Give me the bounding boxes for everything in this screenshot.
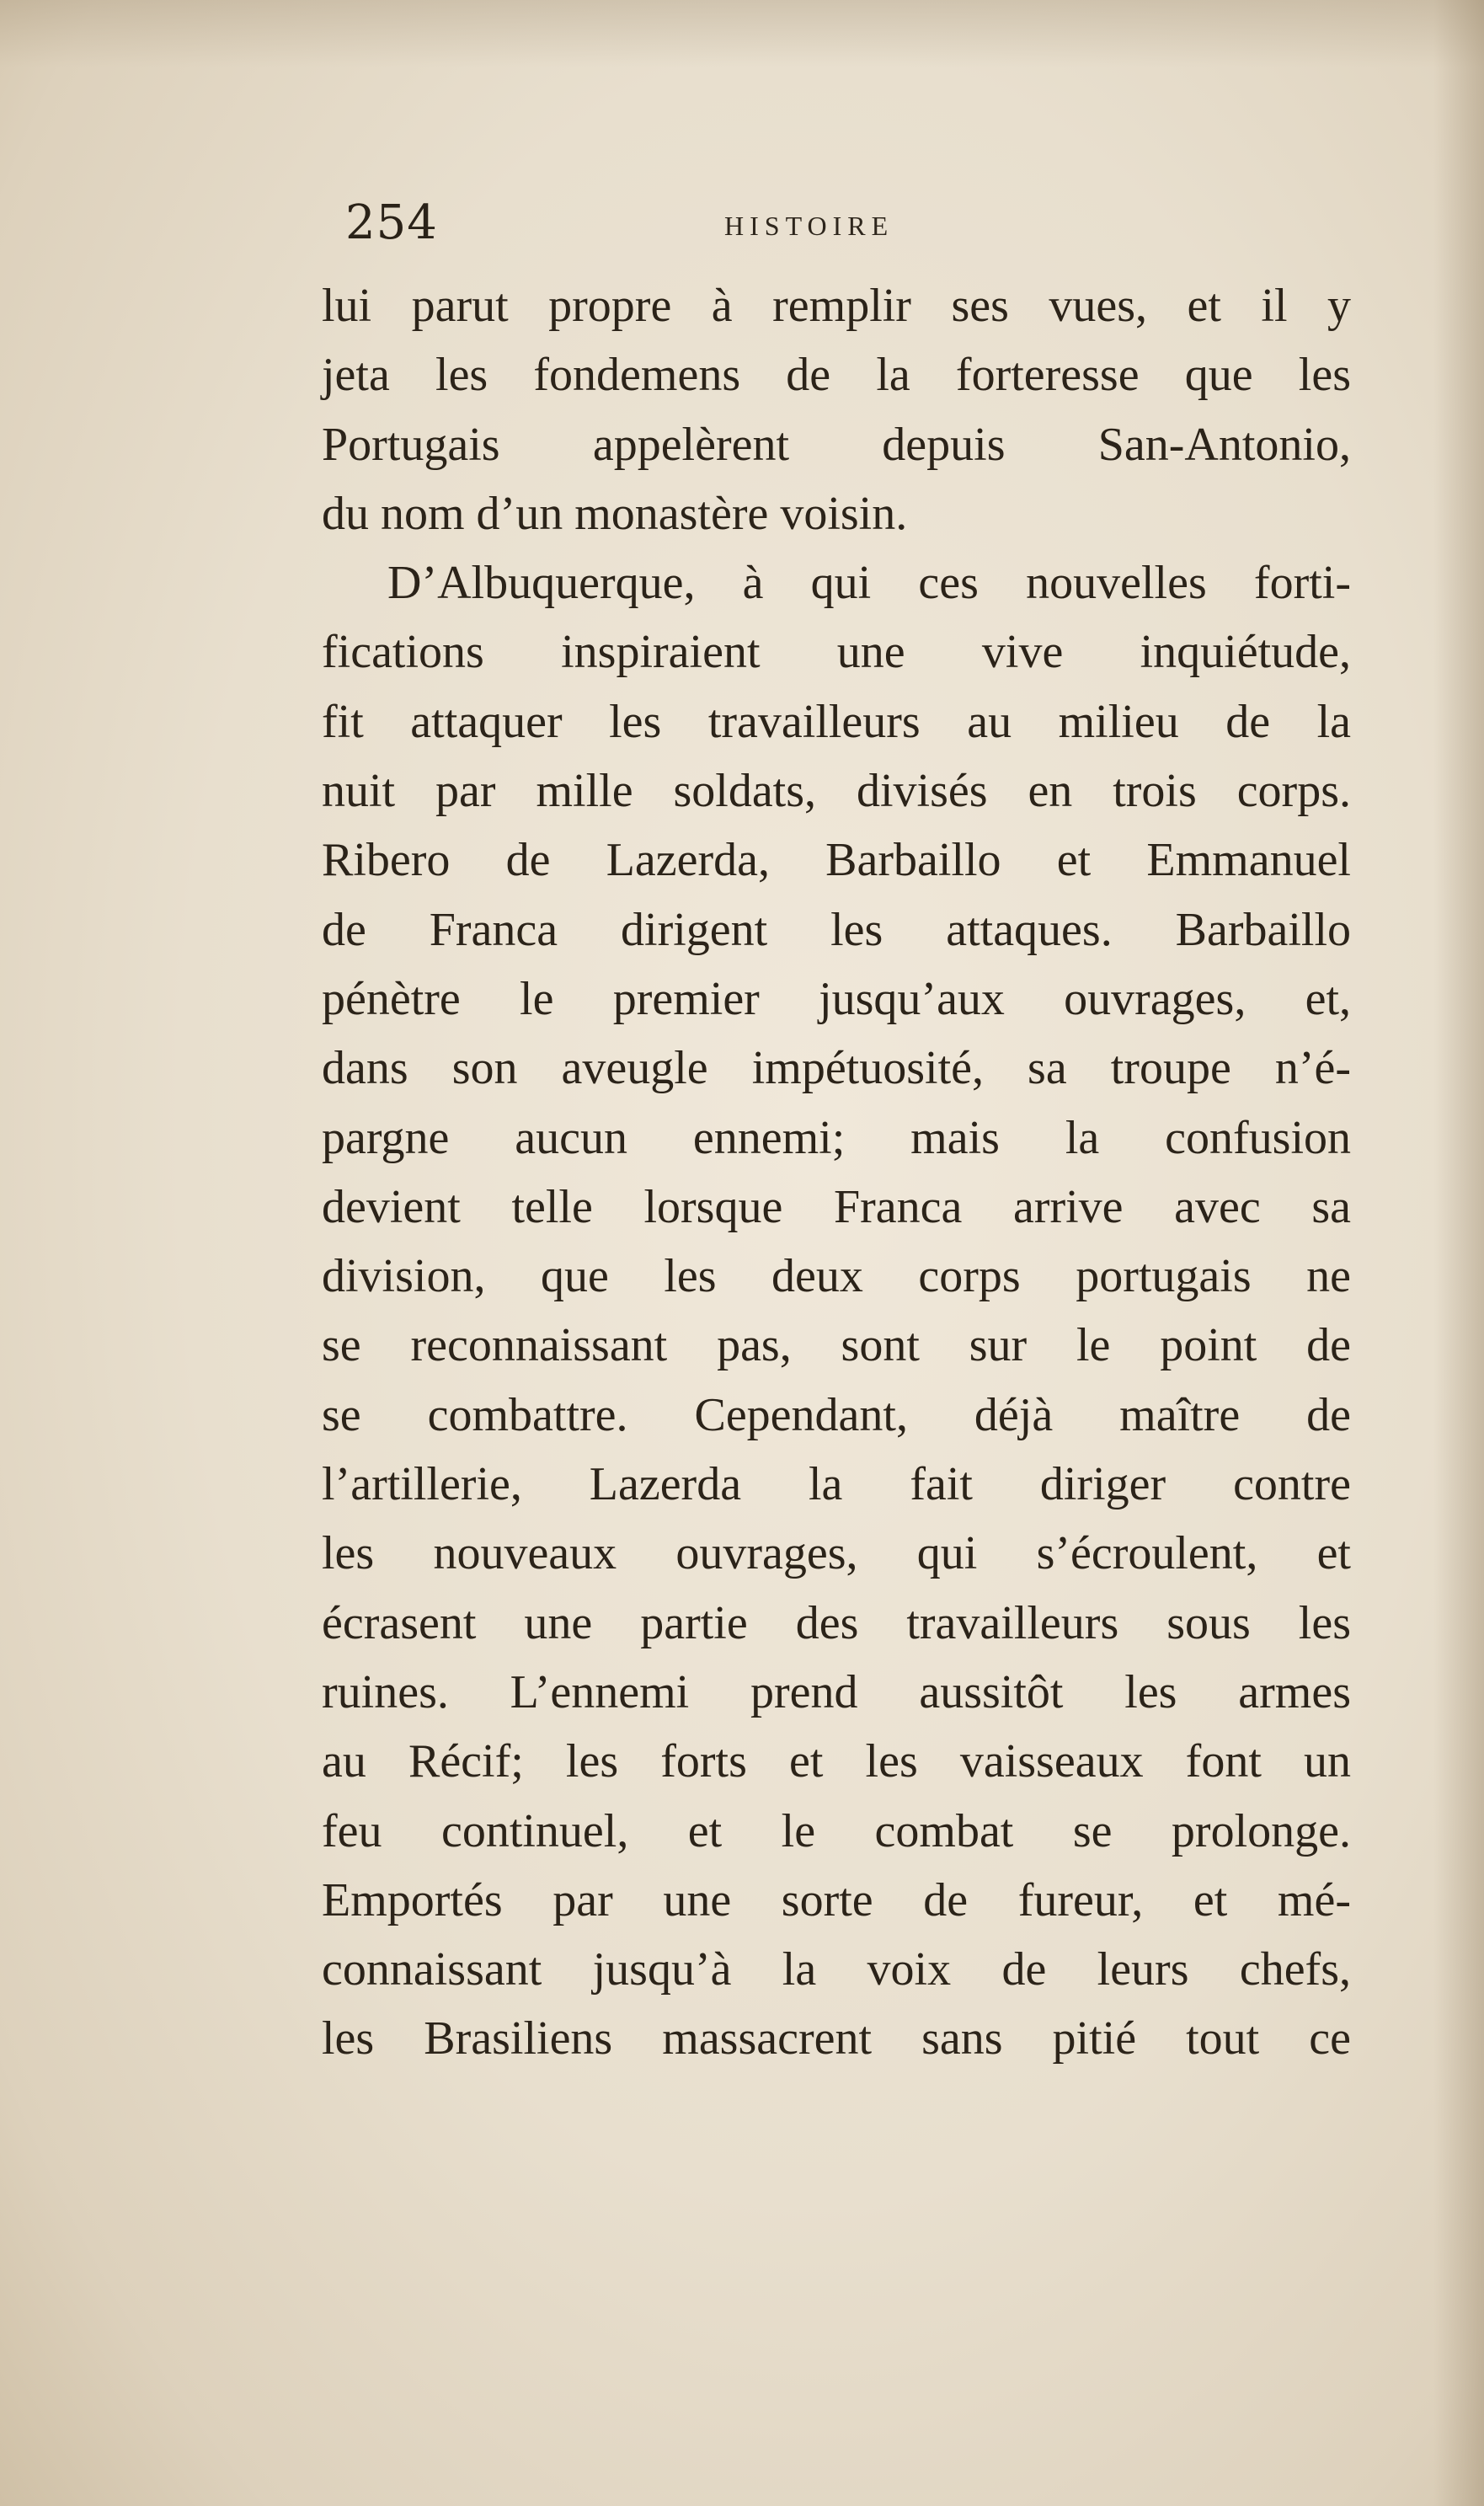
text-line: pargne aucun ennemi; mais la confusion [322, 1111, 1351, 1164]
running-head: HISTOIRE [724, 211, 894, 241]
text-line: jeta les fondemens de la forteresse que les [322, 349, 1351, 402]
text-line: les nouveaux ouvrages, qui s’écroulent, et [322, 1527, 1351, 1580]
text-line: Emportés par une sorte de fureur, et mé- [322, 1873, 1351, 1926]
text-line: écrasent une partie des travailleurs sous les [322, 1596, 1351, 1649]
text-line: dans son aveugle impétuosité, sa troupe n’é- [322, 1042, 1351, 1095]
text-line: les Brasiliens massacrent sans pitié tout ce [322, 2012, 1351, 2065]
text-line: Portugais appelèrent depuis San-Antonio, [322, 418, 1351, 471]
text-line: ruines. L’ennemi prend aussitôt les armes [322, 1665, 1351, 1718]
text-line: se combattre. Cependant, déjà maître de [322, 1388, 1351, 1441]
body-text [322, 271, 1351, 2074]
text-line: D’Albuquerque, à qui ces nouvelles forti- [387, 557, 1351, 610]
text-line: fications inspiraient une vive inquiétude, [322, 626, 1351, 679]
page-edge-shadow [1433, 0, 1484, 2506]
text-line: feu continuel, et le combat se prolonge. [322, 1804, 1351, 1857]
text-line: se reconnaissant pas, sont sur le point de [322, 1319, 1351, 1372]
text-line: lui parut propre à remplir ses vues, et il y [322, 280, 1351, 332]
text-line: fit attaquer les travailleurs au milieu de la [322, 695, 1351, 748]
text-line: l’artillerie, Lazerda la fait diriger contre [322, 1458, 1351, 1511]
text-line: nuit par mille soldats, divisés en trois corps. [322, 765, 1351, 818]
text-line: de Franca dirigent les attaques. Barbaillo [322, 903, 1351, 956]
text-line: Ribero de Lazerda, Barbaillo et Emmanuel [322, 834, 1351, 887]
page-number: 254 [345, 195, 438, 250]
page-header [345, 195, 1356, 263]
text-line: du nom d’un monastère voisin. [322, 487, 908, 540]
text-line: pénètre le premier jusqu’aux ouvrages, et, [322, 972, 1351, 1025]
text-line: devient telle lorsque Franca arrive avec sa [322, 1180, 1351, 1233]
text-line: au Récif; les forts et les vaisseaux font un [322, 1735, 1351, 1788]
page-top-shadow [0, 0, 1484, 67]
text-line: connaissant jusqu’à la voix de leurs chefs, [322, 1943, 1351, 1996]
text-line: division, que les deux corps portugais ne [322, 1250, 1351, 1303]
